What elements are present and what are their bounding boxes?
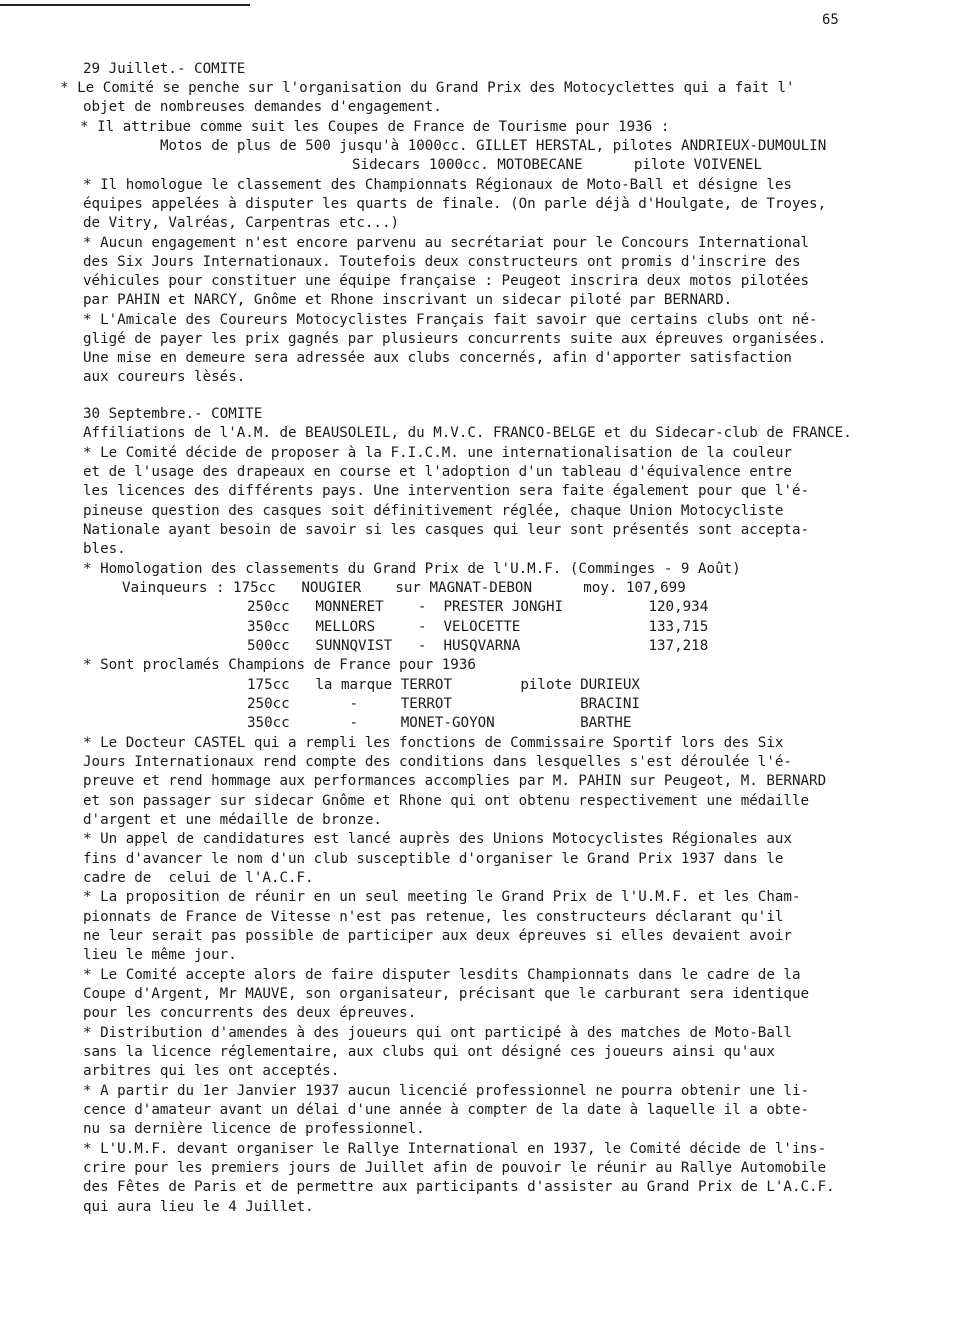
text-line: Coupe d'Argent, Mr MAUVE, son organisateur, précisant que le carburant sera identique	[83, 986, 810, 1002]
text-line: nu sa dernière licence de professionnel.	[83, 1121, 425, 1137]
text-line: Jours Internationaux rend compte des conditions dans lesquelles s'est déroulée l'é-	[83, 754, 792, 770]
text-line: ne leur serait pas possible de participer aux deux épreuves si elles devaient avoir	[83, 928, 792, 944]
text-line: objet de nombreuses demandes d'engagement.	[83, 99, 442, 115]
text-line: * Le Comité accepte alors de faire disputer lesdits Championnats dans le cadre de la	[83, 967, 801, 983]
text-line: Une mise en demeure sera adressée aux clubs concernés, afin d'apporter satisfaction	[83, 350, 792, 366]
text-line: sans la licence réglementaire, aux clubs qui ont désigné ces joueurs ainsi qu'aux	[83, 1044, 775, 1060]
text-line: Motos de plus de 500 jusqu'à 1000cc. GILLET HERSTAL, pilotes ANDRIEUX-DUMOULIN	[160, 138, 827, 154]
text-line: * Le Comité décide de proposer à la F.I.C.M. une internationalisation de la couleur	[83, 445, 792, 461]
text-line: * A partir du 1er Janvier 1937 aucun licencié professionnel ne pourra obtenir une li-	[83, 1083, 810, 1099]
text-line: * Il attribue comme suit les Coupes de France de Tourisme pour 1936 :	[80, 119, 670, 135]
text-line: * Sont proclamés Champions de France pour 1936	[83, 657, 476, 673]
text-line: par PAHIN et NARCY, Gnôme et Rhone inscrivant un sidecar piloté par BERNARD.	[83, 292, 733, 308]
champions-row: 175cc la marque TERROT pilote DURIEUX	[247, 677, 640, 693]
page-number: 65	[822, 12, 839, 28]
text-line: les licences des différents pays. Une intervention sera faite également pour que l'é-	[83, 483, 810, 499]
text-line: pionnats de France de Vitesse n'est pas retenue, les constructeurs déclarant qu'il	[83, 909, 784, 925]
text-line: * Un appel de candidatures est lancé auprès des Unions Motocyclistes Régionales aux	[83, 831, 792, 847]
text-line: qui aura lieu le 4 Juillet.	[83, 1199, 314, 1215]
top-rule	[0, 4, 250, 6]
text-line: et de l'usage des drapeaux en course et l'adoption d'un tableau d'équivalence entre	[83, 464, 792, 480]
text-line: des Six Jours Internationaux. Toutefois deux constructeurs ont promis d'inscrire des	[83, 254, 801, 270]
section-heading-septembre: 30 Septembre.- COMITE	[83, 406, 263, 422]
text-line: cadre de celui de l'A.C.F.	[83, 870, 314, 886]
text-line: équipes appelées à disputer les quarts de finale. (On parle déjà d'Houlgate, de Troyes,	[83, 196, 827, 212]
text-line: * La proposition de réunir en un seul meeting le Grand Prix de l'U.M.F. et les Cham-	[83, 889, 801, 905]
text-line: crire pour les premiers jours de Juillet afin de pouvoir le réunir au Rallye Automobile	[83, 1160, 827, 1176]
text-line: cence d'amateur avant un délai d'une année à compter de la date à laquelle il a obte-	[83, 1102, 810, 1118]
text-line: lieu le même jour.	[83, 947, 237, 963]
text-line: * Le Docteur CASTEL qui a rempli les fonctions de Commissaire Sportif lors des Six	[83, 735, 784, 751]
text-line: véhicules pour constituer une équipe française : Peugeot inscrira deux motos pilotées	[83, 273, 810, 289]
text-line: preuve et rend hommage aux performances accomplies par M. PAHIN sur Peugeot, M. BERNARD	[83, 773, 827, 789]
text-line: gligé de payer les prix gagnés par plusieurs concurrents suite aux épreuves organisées.	[83, 331, 827, 347]
text-line: * Aucun engagement n'est encore parvenu au secrétariat pour le Concours International	[83, 235, 810, 251]
text-line: pour les concurrents des deux épreuves.	[83, 1005, 417, 1021]
text-line: * L'U.M.F. devant organiser le Rallye International en 1937, le Comité décide de l'ins-	[83, 1141, 827, 1157]
text-line: des Fêtes de Paris et de permettre aux participants d'assister au Grand Prix de L'A.C.F.	[83, 1179, 835, 1195]
text-line: arbitres qui les ont acceptés.	[83, 1063, 340, 1079]
text-line: * Homologation des classements du Grand Prix de l'U.M.F. (Comminges - 9 Août)	[83, 561, 741, 577]
text-line: * Le Comité se penche sur l'organisation du Grand Prix des Motocyclettes qui a fait l'	[60, 80, 795, 96]
text-line: * Distribution d'amendes à des joueurs qui ont participé à des matches de Moto-Ball	[83, 1025, 792, 1041]
text-line: * Il homologue le classement des Championnats Régionaux de Moto-Ball et désigne les	[83, 177, 792, 193]
results-row: 350cc MELLORS - VELOCETTE 133,715	[247, 619, 709, 635]
text-line: * L'Amicale des Coureurs Motocyclistes Français fait savoir que certains clubs ont né-	[83, 312, 818, 328]
text-line: aux coureurs lèsés.	[83, 369, 246, 385]
text-line: Nationale ayant besoin de savoir si les casques qui leur sont présentés sont accepta-	[83, 522, 810, 538]
text-line: et son passager sur sidecar Gnôme et Rhone qui ont obtenu respectivement une médaille	[83, 793, 810, 809]
text-line: d'argent et une médaille de bronze.	[83, 812, 382, 828]
text-line: Sidecars 1000cc. MOTOBECANE pilote VOIVENEL	[352, 157, 762, 173]
text-line: bles.	[83, 541, 126, 557]
results-row: 500cc SUNNQVIST - HUSQVARNA 137,218	[247, 638, 709, 654]
section-heading-juillet: 29 Juillet.- COMITE	[83, 61, 246, 77]
text-line: fins d'avancer le nom d'un club susceptible d'organiser le Grand Prix 1937 dans le	[83, 851, 784, 867]
text-line: Affiliations de l'A.M. de BEAUSOLEIL, du M.V.C. FRANCO-BELGE et du Sidecar-club de FRANCE.	[83, 425, 852, 441]
results-row: Vainqueurs : 175cc NOUGIER sur MAGNAT-DEBON moy. 107,699	[122, 580, 686, 596]
text-line: pineuse question des casques soit définitivement réglée, chaque Union Motocycliste	[83, 503, 784, 519]
champions-row: 250cc - TERROT BRACINI	[247, 696, 640, 712]
text-line: de Vitry, Valréas, Carpentras etc...)	[83, 215, 400, 231]
results-row: 250cc MONNERET - PRESTER JONGHI 120,934	[247, 599, 709, 615]
champions-row: 350cc - MONET-GOYON BARTHE	[247, 715, 632, 731]
